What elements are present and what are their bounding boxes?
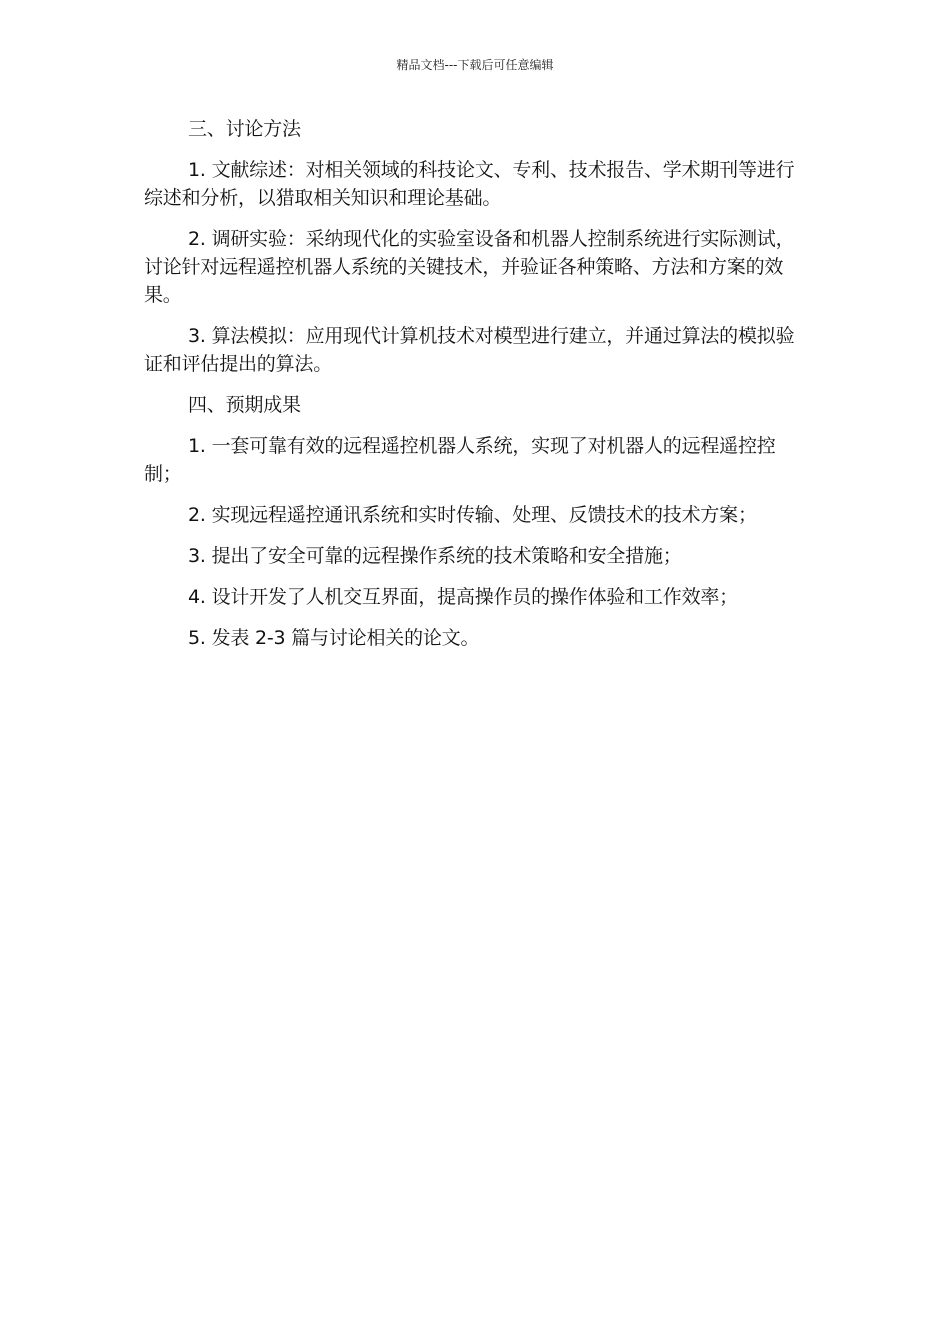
page-header: 精品文档---下载后可任意编辑 — [396, 58, 554, 72]
outcome-item-5: 5. 发表 2-3 篇与讨论相关的论文。 — [188, 627, 480, 649]
method-item-2: 2. 调研实验：采纳现代化的实验室设备和机器人控制系统进行实际测试，讨论针对远程遥控机器人系统的关键技术，并验证各种策略、方法和方案的效果。 — [144, 228, 795, 306]
method-item-3: 3. 算法模拟：应用现代计算机技术对模型进行建立，并通过算法的模拟验证和评估提出的算法。 — [144, 325, 795, 375]
outcome-item-3: 3. 提出了安全可靠的远程操作系统的技术策略和安全措施； — [188, 545, 682, 567]
section-heading-outcomes: 四、预期成果 — [188, 394, 301, 416]
method-item-1: 1. 文献综述：对相关领域的科技论文、专利、技术报告、学术期刊等进行综述和分析，以猎取相关知识和理论基础。 — [144, 159, 795, 209]
section-heading-methods: 三、讨论方法 — [188, 118, 301, 140]
outcome-item-2: 2. 实现远程遥控通讯系统和实时传输、处理、反馈技术的技术方案； — [188, 504, 757, 526]
outcome-item-1: 1. 一套可靠有效的远程遥控机器人系统，实现了对机器人的远程遥控控制； — [144, 435, 776, 485]
document-body — [144, 115, 808, 665]
outcome-item-4: 4. 设计开发了人机交互界面，提高操作员的操作体验和工作效率； — [188, 586, 738, 608]
